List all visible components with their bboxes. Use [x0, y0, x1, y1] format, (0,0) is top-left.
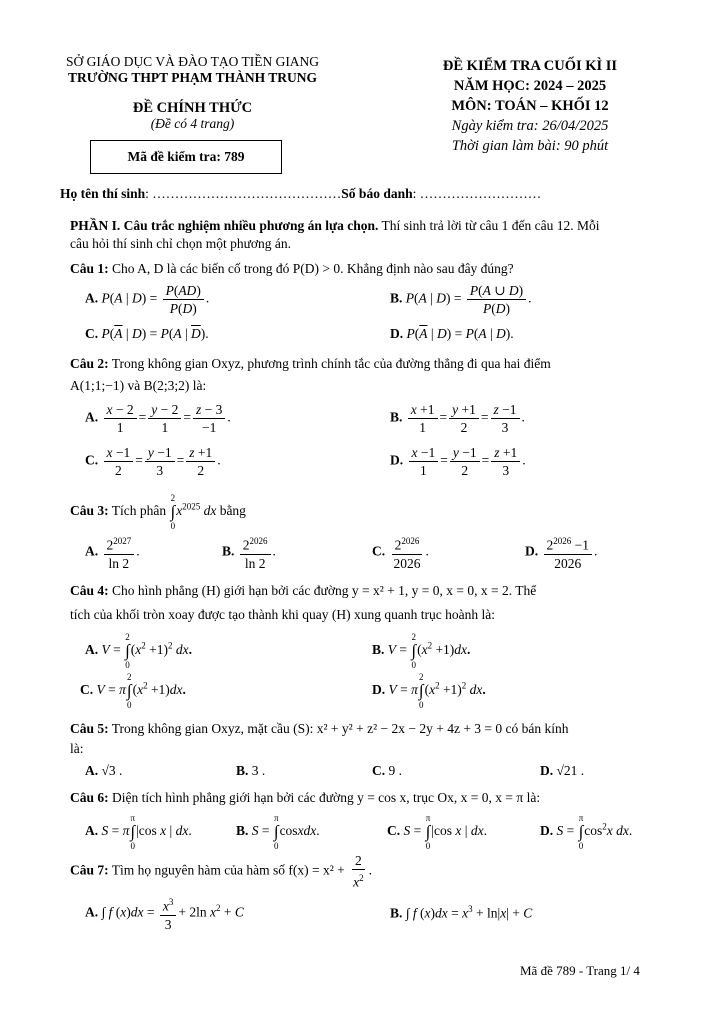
- q3-text: Tích phân: [108, 503, 167, 519]
- part1-desc2: câu hỏi thí sinh chỉ chọn một phương án.: [70, 236, 292, 251]
- school-year: NĂM HỌC: 2024 – 2025: [453, 78, 607, 94]
- q5-option-a[interactable]: A. √3 .: [85, 763, 123, 778]
- department-name: SỞ GIÁO DỤC VÀ ĐÀO TẠO TIỀN GIANG: [65, 54, 320, 69]
- student-name-label: Họ tên thí sinh: [60, 186, 146, 201]
- q7-label: Câu 7:: [70, 862, 109, 878]
- q2-option-a[interactable]: A. $\frac{x - 2}{1}$ = $\frac{y - 2}{1}$ = $\frac{z - 3}{-1}$ .: [85, 402, 231, 435]
- q5-option-d-text: √21 .: [556, 763, 585, 778]
- q1-option-a[interactable]: A. P(A | D) = $\frac{P(AD)}{P(D)}$ .: [85, 283, 210, 316]
- q3-option-c[interactable]: C. $\frac{2^{2026}}{2026}$ .: [372, 533, 429, 572]
- q6-option-b[interactable]: B. S = π ∫ 0 cosxdx.: [236, 813, 320, 851]
- q6-text: Diện tích hình phẳng giới hạn bởi các đường y = cos x, trục Ox, x = 0, x = π là:: [108, 790, 541, 805]
- exam-duration: Thời gian làm bài: 90 phút: [451, 138, 609, 154]
- student-id-label: Số báo danh: [341, 186, 413, 201]
- page-footer: Mã đề 789 - Trang 1/ 4: [520, 963, 640, 978]
- school-name: TRƯỜNG THPT PHẠM THÀNH TRUNG: [67, 70, 318, 85]
- q3-label: Câu 3:: [70, 503, 109, 519]
- q6-label: Câu 6:: [70, 790, 109, 805]
- question-1: [70, 261, 514, 277]
- q1-text: Cho A, D là các biến cố trong đó P(D) > 0. Khẳng định nào sau đây đúng?: [108, 261, 514, 276]
- question-5: [70, 721, 569, 737]
- student-info-line: [60, 186, 541, 202]
- q2-text: Trong không gian Oxyz, phương trình chính tắc của đường thẳng đi qua hai điểm: [108, 356, 551, 371]
- q1-option-c[interactable]: C. $P(\overline{A}$ | D) = P(A | $\overline{D}$).: [85, 326, 209, 341]
- question-6: [70, 790, 540, 806]
- header-left: [40, 54, 345, 132]
- q2-option-c[interactable]: C. $\frac{x -1}{2}$ = $\frac{y -1}{3}$ = $\frac{z +1}{2}$ .: [85, 445, 221, 478]
- student-id-dots: : ………………………: [412, 186, 542, 201]
- q4-text: Cho hình phẳng (H) giới hạn bởi các đường y = x² + 1, y = 0, x = 0, x = 2. Thể: [108, 583, 537, 598]
- question-7: Câu 7: Tìm họ nguyên hàm của hàm số f(x) = x² + $\frac{2}{x^2}$ .: [70, 853, 372, 890]
- part1-intro: [70, 217, 670, 253]
- q4-option-c[interactable]: C. V = π 2 ∫ 0 $(x^2 +1)dx$.: [80, 672, 186, 710]
- question-3: Câu 3: Tích phân 2 ∫ 0 $x^{2025}$ dx bằng: [70, 493, 246, 531]
- q4-label: Câu 4:: [70, 583, 109, 598]
- q4-option-b[interactable]: B. V = 2 ∫ 0 $(x^2 +1)dx$.: [372, 632, 471, 670]
- q3-option-a[interactable]: A. $\frac{2^{2027}}{\ln 2}$ .: [85, 533, 140, 572]
- q5-text-line2: là:: [70, 741, 84, 756]
- part1-desc: Thí sinh trả lời từ câu 1 đến câu 12. Mỗi: [378, 218, 600, 233]
- q1-option-b[interactable]: B. P(A | D) = $\frac{P(A \cup D)}{P(D)}$ .: [390, 283, 532, 316]
- subject: MÔN: TOÁN – KHỐI 12: [451, 98, 609, 114]
- exam-date: Ngày kiểm tra: 26/04/2025: [451, 118, 609, 134]
- q5-option-b[interactable]: B. 3 .: [236, 763, 266, 778]
- q5-option-a-text: √3 .: [101, 763, 123, 778]
- q6-option-c[interactable]: C. S = π ∫ 0 |cos x | dx.: [387, 813, 487, 851]
- q7-option-b[interactable]: B. ∫ f $(x)dx = x^3 + \ln|x| + C$: [390, 904, 533, 921]
- q2-label: Câu 2:: [70, 356, 109, 371]
- q1-option-d[interactable]: D. $P(\overline{A}$ | D) = P(A | D).: [390, 326, 514, 341]
- q3-option-d[interactable]: D. $\frac{2^{2026} -1}{2026}$ .: [525, 533, 597, 572]
- q7-text: Tìm họ nguyên hàm của hàm số f(x) = x² +: [108, 862, 345, 878]
- q2-option-d[interactable]: D. $\frac{x -1}{1}$ = $\frac{y -1}{2}$ = $\frac{z +1}{3}$ .: [390, 445, 526, 478]
- header-right: [395, 56, 665, 156]
- exam-title: ĐỀ KIỂM TRA CUỐI KÌ II: [442, 58, 618, 74]
- q5-option-d[interactable]: D. √21 .: [540, 763, 585, 778]
- q5-option-c[interactable]: C. 9 .: [372, 763, 402, 778]
- exam-code-box: Mã đề kiểm tra: 789: [90, 140, 282, 174]
- q4-option-a[interactable]: A. V = 2 ∫ 0 $(x^2 +1)^2$ dx.: [85, 632, 193, 670]
- q2-text-line2: A(1;1;−1) và B(2;3;2) là:: [70, 378, 207, 393]
- pages-note: (Đề có 4 trang): [150, 116, 235, 131]
- q7-option-a[interactable]: A. ∫ f (x)dx = $\frac{x^3}{3}$ + 2ln $x^2 + C$: [85, 894, 244, 933]
- student-name-dots: : ……………………………………: [145, 186, 342, 201]
- q3-option-b[interactable]: B. $\frac{2^{2026}}{\ln 2}$ .: [222, 533, 276, 572]
- q4-text-line2: tích của khối tròn xoay được tạo thành khi quay (H) xung quanh trục hoành là:: [70, 607, 495, 622]
- question-2: [70, 356, 551, 372]
- q4-option-d[interactable]: D. V = π 2 ∫ 0 $(x^2 +1)^2$ dx.: [372, 672, 486, 710]
- q1-label: Câu 1:: [70, 261, 109, 276]
- q5-option-c-text: 9 .: [388, 763, 402, 778]
- official-label: ĐỀ CHÍNH THỨC: [132, 100, 253, 116]
- question-4: [70, 583, 536, 599]
- q5-label: Câu 5:: [70, 721, 109, 736]
- q6-option-a[interactable]: A. S = π π ∫ 0 |cos x | dx.: [85, 813, 192, 851]
- part1-title: PHẦN I. Câu trắc nghiệm nhiều phương án lựa chọn.: [70, 218, 379, 233]
- q5-option-b-text: 3 .: [251, 763, 266, 778]
- q3-tail: bằng: [219, 503, 246, 519]
- q6-option-d[interactable]: D. S = π ∫ 0 $\cos^2x$ dx.: [540, 813, 633, 851]
- q2-option-b[interactable]: B. $\frac{x +1}{1}$ = $\frac{y +1}{2}$ = $\frac{z -1}{3}$ .: [390, 402, 525, 435]
- q5-text: Trong không gian Oxyz, mặt cầu (S): x² + y² + z² − 2x − 2y + 4z + 3 = 0 có bán kính: [108, 721, 569, 736]
